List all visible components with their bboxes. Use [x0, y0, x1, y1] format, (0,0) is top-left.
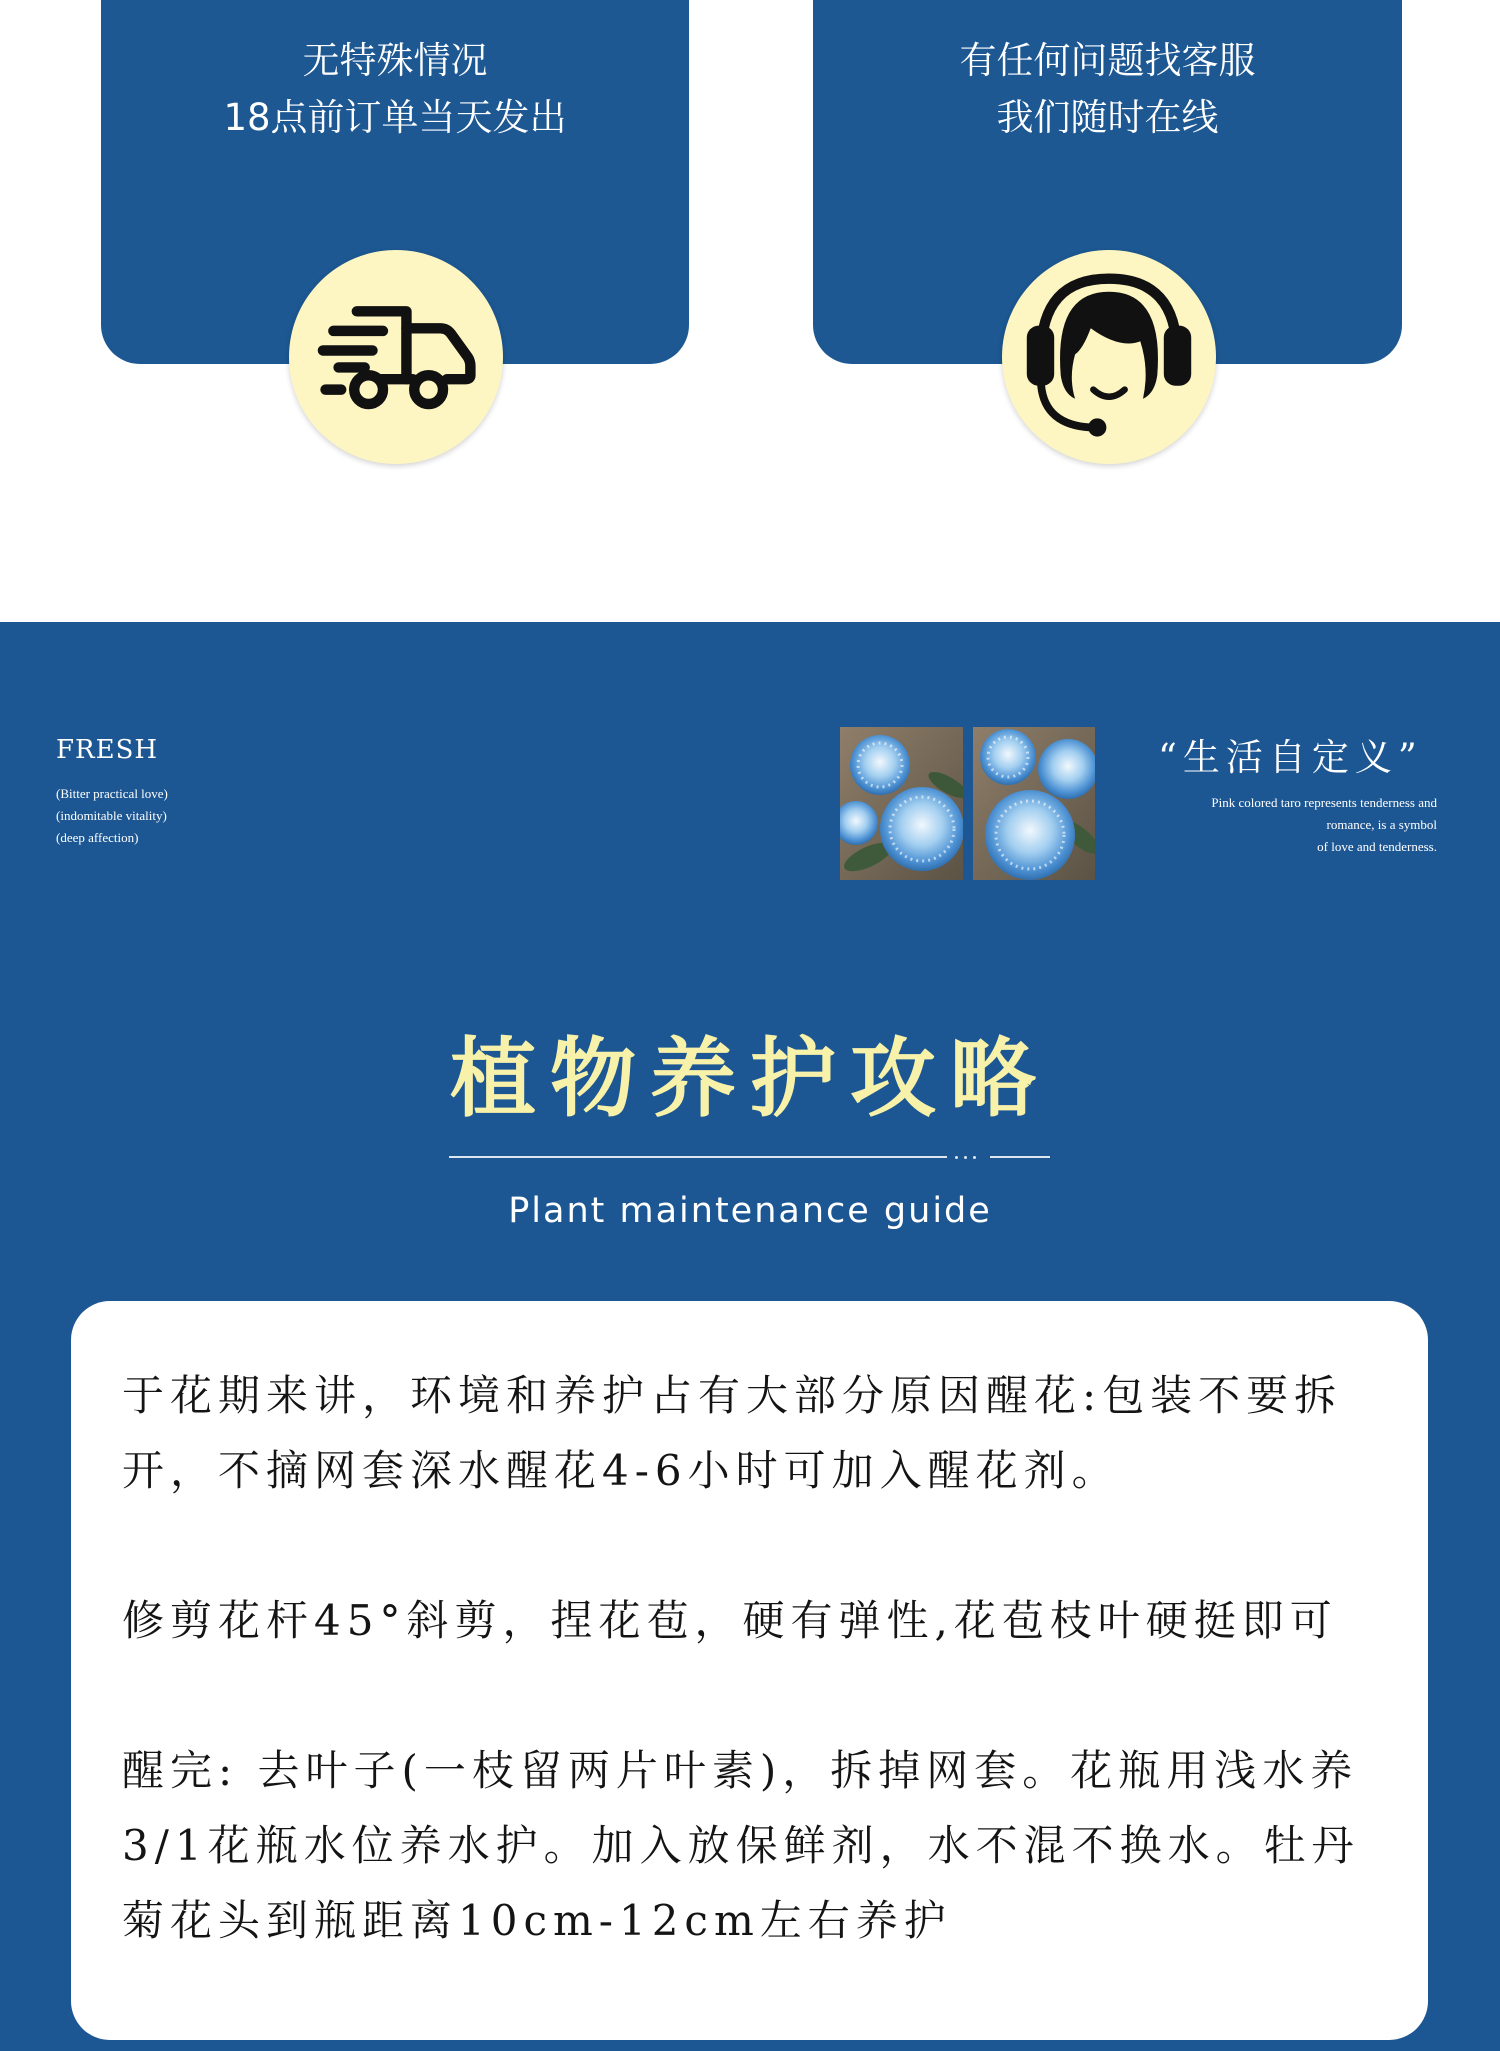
support-card-text: [813, 32, 1402, 146]
fresh-label: FRESH: [56, 735, 159, 765]
shipping-line-1: 无特殊情况: [302, 39, 488, 82]
quote-heading: “生活自定义”: [1158, 736, 1423, 779]
divider-dot: [955, 1156, 958, 1159]
fresh-notes: [56, 783, 168, 849]
fresh-note: (deep affection): [56, 830, 139, 845]
quote-notes: [1211, 792, 1437, 858]
support-line-2: 我们随时在线: [996, 96, 1219, 139]
guide-paragraph: 于花期来讲，环境和养护占有大部分原因醒花:包装不要拆开，不摘网套深水醒花4-6小时可加入醒花剂。: [122, 1371, 1343, 1495]
fresh-note: (indomitable vitality): [56, 808, 167, 823]
delivery-icon-badge: [289, 250, 503, 464]
guide-text-card: [71, 1301, 1428, 2040]
quote-note: Pink colored taro represents tenderness and: [1211, 795, 1437, 810]
guide-subtitle: Plant maintenance guide: [508, 1191, 992, 1231]
flower-photo: [840, 727, 1095, 880]
guide-paragraph: 修剪花杆45°斜剪，捏花苞，硬有弹性,花苞枝叶硬挺即可: [122, 1596, 1338, 1645]
support-icon-badge: [1002, 250, 1216, 464]
service-info-area: [0, 0, 1500, 622]
care-guide-section: [0, 622, 1500, 2051]
divider-line-right: [990, 1156, 1050, 1158]
customer-service-headset-icon: [1002, 250, 1216, 464]
shipping-card-text: [101, 32, 689, 146]
divider-dot: [973, 1156, 976, 1159]
title-divider: [449, 1155, 1050, 1159]
fresh-note: (Bitter practical love): [56, 786, 168, 801]
shipping-line-2: 18点前订单当天发出: [223, 96, 567, 139]
quote-note: of love and tenderness.: [1317, 839, 1437, 854]
quote-note: romance, is a symbol: [1326, 817, 1437, 832]
guide-paragraph: 醒完: 去叶子(一枝留两片叶素)，拆掉网套。花瓶用浅水养3/1花瓶水位养水护。加入放保鲜剂，水不混不换水。牡丹菊花头到瓶距离10cm-12cm左右养护: [122, 1746, 1360, 1945]
divider-line-left: [449, 1156, 947, 1158]
divider-dot: [964, 1156, 967, 1159]
delivery-truck-icon: [289, 250, 503, 464]
support-line-1: 有任何问题找客服: [959, 39, 1256, 82]
guide-title: 植物养护攻略: [450, 1028, 1050, 1129]
